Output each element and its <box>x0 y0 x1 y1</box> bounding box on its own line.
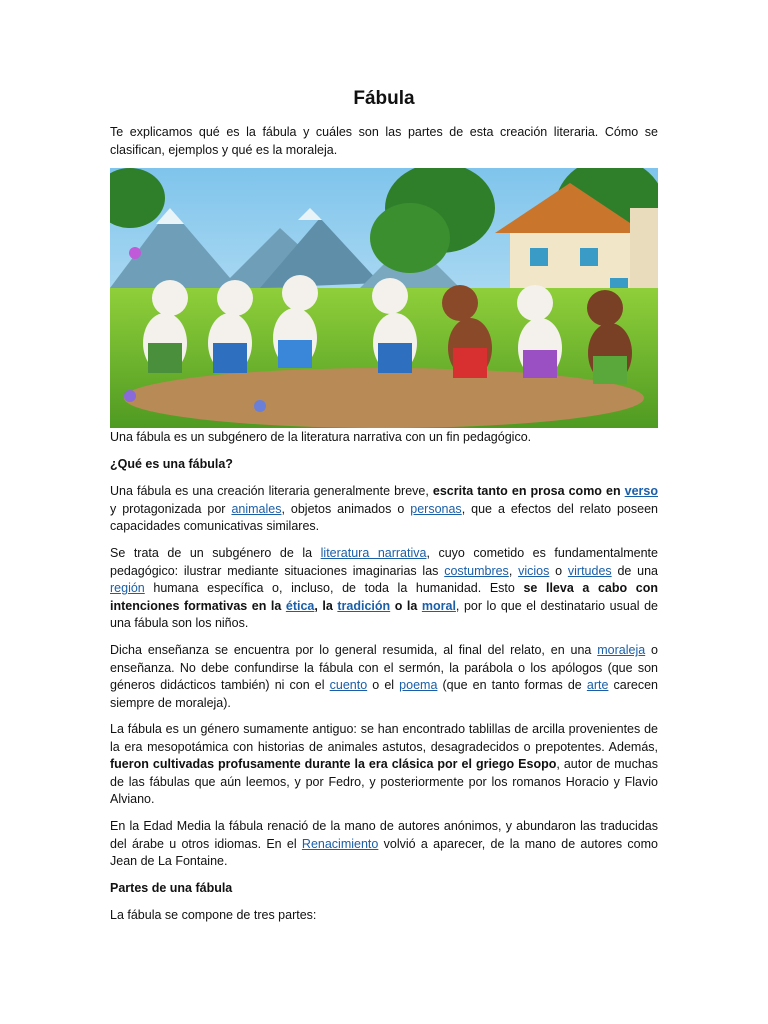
figure-caption: Una fábula es un subgénero de la literatura narrativa con un fin pedagógico. <box>110 430 532 444</box>
link-costumbres[interactable]: costumbres <box>444 563 509 578</box>
link-tradicion[interactable]: tradición <box>337 598 391 613</box>
paragraph-definition: Una fábula es una creación literaria generalmente breve, escrita tanto en prosa como en verso y protagonizada por animales, objetos animados o personas, que a efectos del relato poseen capacidades comunicativas similares. <box>110 484 658 534</box>
link-personas[interactable]: personas <box>410 501 462 516</box>
intro-paragraph: Te explicamos qué es la fábula y cuáles son las partes de esta creación literaria. Cómo se clasifican, ejemplos y qué es la moraleja. <box>110 125 658 157</box>
paragraph-subgenre: Se trata de un subgénero de la literatura narrativa, cuyo cometido es fundamentalmente pedagógico: ilustrar mediante situaciones imaginarias las costumbres, vicios o virtudes de una región humana específica o, incluso, de toda la humanidad. Esto se lleva a cabo con intenciones formativas en la ética, la tradición o la moral, por lo que el destinatario usual de una fábula son los niños. <box>110 546 659 631</box>
link-cuento[interactable]: cuento <box>329 678 368 693</box>
paragraph-middle-ages: En la Edad Media la fábula renació de la mano de autores anónimos, y abundaron las traducidas del árabe u otros idiomas. En el Renacimiento volvió a aparecer, de la mano de autores como Jean de La Fontaine. <box>110 819 658 869</box>
link-verso[interactable]: verso <box>624 484 658 498</box>
section-heading-what-is: ¿Qué es una fábula? <box>110 457 233 471</box>
link-renacimiento[interactable]: Renacimiento <box>301 836 379 851</box>
paragraph-moraleja: Dicha enseñanza se encuentra por lo general resumida, al final del relato, en una moraleja o enseñanza. No debe confundirse la fábula con el sermón, la parábola o los apólogos (que son géneros didácticos también) ni con el cuento o el poema (que en tanto formas de arte carecen siempre de moraleja). <box>110 643 658 710</box>
link-arte[interactable]: arte <box>586 678 609 693</box>
link-animales[interactable]: animales <box>231 501 282 516</box>
link-poema[interactable]: poema <box>399 678 438 693</box>
link-region[interactable]: región <box>110 581 145 596</box>
link-virtudes[interactable]: virtudes <box>567 563 612 578</box>
section-heading-parts: Partes de una fábula <box>110 881 233 895</box>
paragraph-history: La fábula es un género sumamente antiguo: se han encontrado tablillas de arcilla provenientes de la era mesopotámica con historias de animales astutos, desagradecidos o prepotentes. Además, fueron cultivadas profusamente durante la era clásica por el griego Esopo, autor de muchas de las fábulas que aún leemos, y por Fedro, y posteriormente por los romanos Horacio y Flavio Alviano. <box>110 722 658 807</box>
fable-illustration <box>110 168 658 428</box>
link-vicios[interactable]: vicios <box>518 563 550 578</box>
link-moral[interactable]: moral <box>421 598 456 613</box>
link-literatura-narrativa[interactable]: literatura narrativa <box>320 546 427 560</box>
link-etica[interactable]: ética <box>285 598 315 613</box>
paragraph-parts-intro: La fábula se compone de tres partes: <box>110 908 317 922</box>
link-moraleja[interactable]: moraleja <box>597 643 646 657</box>
page-title: Fábula <box>353 88 415 109</box>
